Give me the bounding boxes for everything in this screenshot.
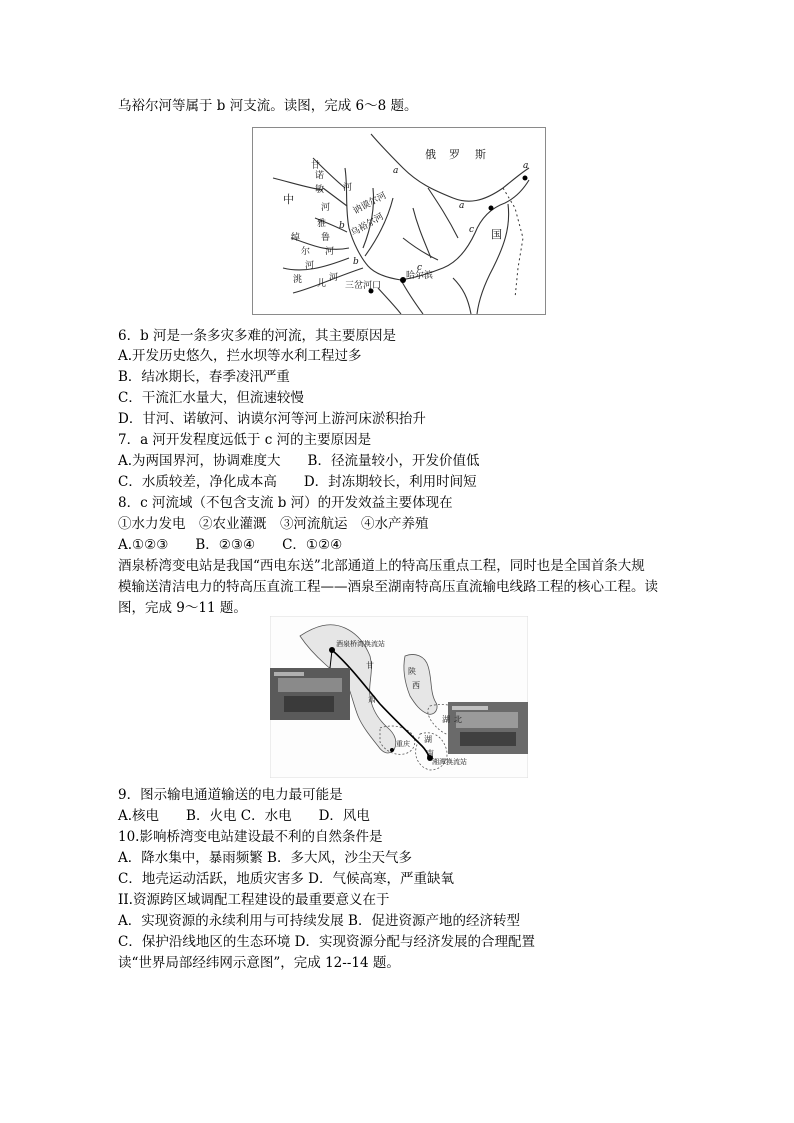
label-sancha: 三岔河口: [345, 281, 382, 291]
label-china-1: 中: [283, 193, 294, 206]
label-wuyuer: 乌裕尔河: [349, 211, 386, 239]
q11-stem: II.资源跨区域调配工程建设的最重要意义在于: [118, 892, 390, 908]
q7-options-cd: C．水质较差，净化成本高 D．封冻期较长，利用时间短: [118, 474, 477, 490]
label-gansu-1: 甘: [366, 661, 374, 670]
label-b-2: b: [353, 257, 359, 267]
q8-stem: 8．c 河流域（不包含支流 b 河）的开发效益主要体现在: [118, 495, 453, 511]
label-jiuquan-station: 酒泉桥湾换流站: [336, 640, 385, 648]
q7-stem: 7．a 河开发程度远低于 c 河的主要原因是: [118, 432, 372, 448]
station-photo-left: [270, 668, 350, 720]
label-hunan-1: 湖: [424, 735, 432, 744]
label-gansu-2: 肃: [368, 695, 376, 704]
transmission-map-figure: [270, 616, 528, 778]
q10-options-cd: C．地壳运动活跃，地质灾害多 D．气候高寒，严重缺氧: [118, 871, 454, 887]
label-b-1: b: [339, 221, 345, 231]
intro2-line-1: 酒泉桥湾变电站是我国“西电东送”北部通道上的特高压重点工程，同时也是全国首条大规: [118, 558, 645, 574]
label-nuomin-3: 河: [321, 203, 331, 213]
label-xiangtan-station: 湘潭换流站: [432, 758, 467, 766]
q6-option-a: A.开发历史悠久，拦水坝等水利工程过多: [118, 348, 362, 364]
intro2-line-3: 图，完成 9～11 题。: [118, 600, 247, 616]
label-a-2: a: [459, 201, 465, 211]
label-c-2: c: [417, 263, 423, 273]
q9-stem: 9．图示输电通道输送的电力最可能是: [118, 787, 343, 803]
label-gan-2: 河: [343, 183, 353, 193]
label-chongqing: 重庆: [396, 740, 410, 748]
river-map: [253, 128, 545, 314]
label-russia-1: 俄: [425, 148, 436, 161]
label-a-3: a: [523, 161, 529, 171]
q6-stem: 6．b 河是一条多灾多难的河流，其主要原因是: [118, 328, 397, 344]
city-dot: [523, 176, 528, 181]
label-shaanxi-2: 西: [412, 681, 420, 690]
transmission-map: [270, 616, 528, 778]
city-dot: [489, 206, 494, 211]
q7-options-ab: A.为两国界河，协调难度大 B．径流量较小，开发价值低: [118, 453, 480, 469]
label-yalu-2: 鲁: [321, 233, 331, 243]
label-china-2: 国: [491, 228, 502, 241]
label-chuoer-1: 绰: [291, 233, 301, 243]
label-hubei-1: 湖: [442, 715, 450, 724]
label-a-1: a: [393, 166, 399, 176]
intro3-line: 读“世界局部经纬网示意图”，完成 12--14 题。: [118, 955, 400, 971]
q6-option-c: C．干流汇水量大，但流速较慢: [118, 390, 304, 406]
chongqing-dot: [390, 748, 394, 752]
intro2-line-2: 模输送清洁电力的特高压直流工程——酒泉至湖南特高压直流输电线路工程的核心工程。读: [118, 579, 658, 595]
label-nemoer: 讷谟尔河: [351, 190, 389, 217]
label-chuoer-3: 河: [305, 261, 315, 271]
label-taoer-2: 儿: [317, 279, 327, 289]
intro-line-1: 乌裕尔河等属于 b 河支流。读图，完成 6～8 题。: [118, 98, 418, 114]
q11-options-ab: A．实现资源的永续利用与可持续发展 B．促进资源产地的经济转型: [118, 913, 520, 929]
label-russia-3: 斯: [475, 148, 486, 161]
q10-options-ab: A．降水集中，暴雨频繁 B．多大风，沙尘天气多: [118, 850, 412, 866]
river-map-figure: [252, 127, 546, 315]
label-nuomin-1: 诺: [315, 171, 325, 181]
label-nuomin-2: 敏: [315, 185, 325, 195]
q11-options-cd: C．保护沿线地区的生态环境 D．实现资源分配与经济发展的合理配置: [118, 934, 535, 950]
label-shaanxi-1: 陕: [408, 667, 416, 676]
label-yalu-1: 雅: [317, 219, 327, 229]
q6-option-d: D．甘河、诺敏河、讷谟尔河等河上游河床淤积抬升: [118, 411, 426, 427]
q6-option-b: B．结冰期长，春季凌汛严重: [118, 369, 290, 385]
label-taoer-3: 河: [329, 273, 339, 283]
q10-stem: 10.影响桥湾变电站建设最不利的自然条件是: [118, 829, 383, 845]
label-harbin: 哈尔滨: [406, 271, 434, 281]
label-hubei-2: 北: [454, 715, 462, 724]
label-chuoer-2: 尔: [301, 247, 311, 257]
label-gan-1: 甘: [311, 161, 321, 171]
station-photo-right: [448, 702, 528, 754]
q9-options: A.核电 B．火电 C．水电 D．风电: [118, 808, 370, 824]
label-hunan-2: 南: [426, 749, 434, 758]
q8-items: ①水力发电 ②农业灌溉 ③河流航运 ④水产养殖: [118, 516, 429, 532]
label-taoer-1: 洮: [293, 275, 303, 285]
label-russia-2: 罗: [449, 148, 460, 161]
q8-options: A.①②③ B．②③④ C．①②④: [118, 537, 343, 553]
label-c-1: c: [469, 225, 475, 235]
label-yalu-3: 河: [325, 247, 335, 257]
